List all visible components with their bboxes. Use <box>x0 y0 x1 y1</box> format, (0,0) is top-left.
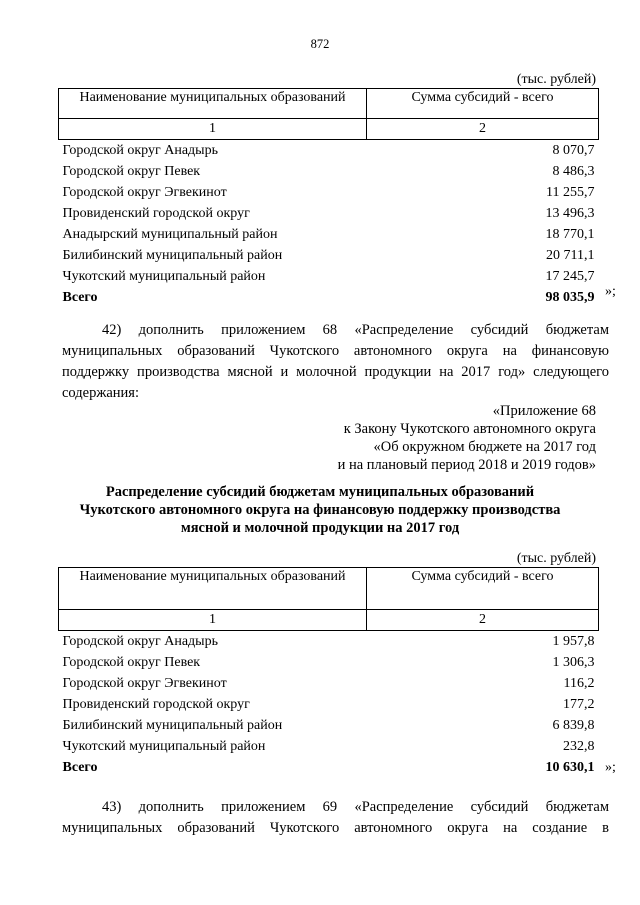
section-title <box>0 483 640 537</box>
row-value: 13 496,3 <box>545 206 595 221</box>
row-value: 232,8 <box>563 739 595 754</box>
table-row <box>59 140 599 162</box>
title-line: Чукотского автономного округа на финансовую поддержку производства <box>79 502 561 518</box>
appendix-line: «Об окружном бюджете на 2017 год <box>373 439 596 455</box>
page-number: 872 <box>310 37 330 51</box>
table-row <box>59 266 599 287</box>
row-value: 116,2 <box>563 676 595 691</box>
row-name: Билибинский муниципальный район <box>62 248 283 263</box>
row-value: 20 711,1 <box>546 248 595 263</box>
table2-colnum-2: 2 <box>367 610 599 631</box>
row-value: 11 255,7 <box>546 185 595 200</box>
row-name: Провиденский городской округ <box>62 206 250 221</box>
row-name: Городской округ Анадырь <box>62 634 218 649</box>
table-row <box>59 161 599 182</box>
row-value: 6 839,8 <box>552 718 595 733</box>
appendix-line: «Приложение 68 <box>492 403 596 419</box>
table-row <box>59 694 599 715</box>
title-line: мясной и молочной продукции на 2017 год <box>180 520 460 536</box>
row-name: Билибинский муниципальный район <box>62 718 283 733</box>
row-name: Городской округ Певек <box>62 655 201 670</box>
table-row <box>59 203 599 224</box>
row-value: 8 486,3 <box>552 164 595 179</box>
table1-header-name: Наименование муниципальных образований <box>59 89 367 119</box>
row-name: Городской округ Певек <box>62 164 201 179</box>
row-value: 17 245,7 <box>545 269 595 284</box>
row-name: Чукотский муниципальный район <box>62 739 266 754</box>
table1 <box>58 88 599 308</box>
table2 <box>58 567 599 778</box>
table-total-row <box>59 287 599 308</box>
row-value: 177,2 <box>563 697 595 712</box>
row-value: 1 957,8 <box>552 634 595 649</box>
table2-header-sum: Сумма субсидий - всего <box>367 568 599 610</box>
total-value: 98 035,9 <box>545 290 595 305</box>
table-row <box>59 652 599 673</box>
table2-closing-quote: »; <box>605 760 616 775</box>
table2-unit: (тыс. рублей) <box>516 551 596 566</box>
row-name: Городской округ Эгвекинот <box>62 676 227 691</box>
table-row <box>59 631 599 653</box>
table-total-row <box>59 757 599 778</box>
table2-header-name: Наименование муниципальных образований <box>59 568 367 610</box>
total-label: Всего <box>62 760 98 775</box>
table-row <box>59 182 599 203</box>
row-name: Провиденский городской округ <box>62 697 250 712</box>
row-name: Городской округ Эгвекинот <box>62 185 227 200</box>
appendix-line: и на плановый период 2018 и 2019 годов» <box>337 457 596 473</box>
row-value: 1 306,3 <box>552 655 595 670</box>
table-row <box>59 736 599 757</box>
table2-colnum-1: 1 <box>59 610 367 631</box>
row-name: Чукотский муниципальный район <box>62 269 266 284</box>
table-row <box>59 224 599 245</box>
title-line: Распределение субсидий бюджетам муниципальных образований <box>105 484 535 500</box>
table-row <box>59 673 599 694</box>
row-name: Анадырский муниципальный район <box>62 227 278 242</box>
table-row <box>59 715 599 736</box>
paragraph-43: 43) дополнить приложением 69 «Распределение субсидий бюджетам муниципальных образований Чукотского автономного округа на создание в <box>62 799 609 836</box>
total-value: 10 630,1 <box>545 760 595 775</box>
row-value: 8 070,7 <box>552 143 595 158</box>
total-label: Всего <box>62 290 98 305</box>
table1-colnum-1: 1 <box>59 119 367 140</box>
row-value: 18 770,1 <box>545 227 595 242</box>
table1-header-sum: Сумма субсидий - всего <box>367 89 599 119</box>
table1-closing-quote: »; <box>605 284 616 299</box>
row-name: Городской округ Анадырь <box>62 143 218 158</box>
table1-unit: (тыс. рублей) <box>516 72 596 87</box>
appendix-line: к Закону Чукотского автономного округа <box>343 421 596 437</box>
table-row <box>59 245 599 266</box>
table1-colnum-2: 2 <box>367 119 599 140</box>
appendix-reference <box>338 402 596 474</box>
paragraph-42: 42) дополнить приложением 68 «Распределение субсидий бюджетам муниципальных образований Чукотского автономного округа на финансовую поддержку производства мясной и молочной продукции на 2017 год» следующего содержания: <box>62 322 609 401</box>
